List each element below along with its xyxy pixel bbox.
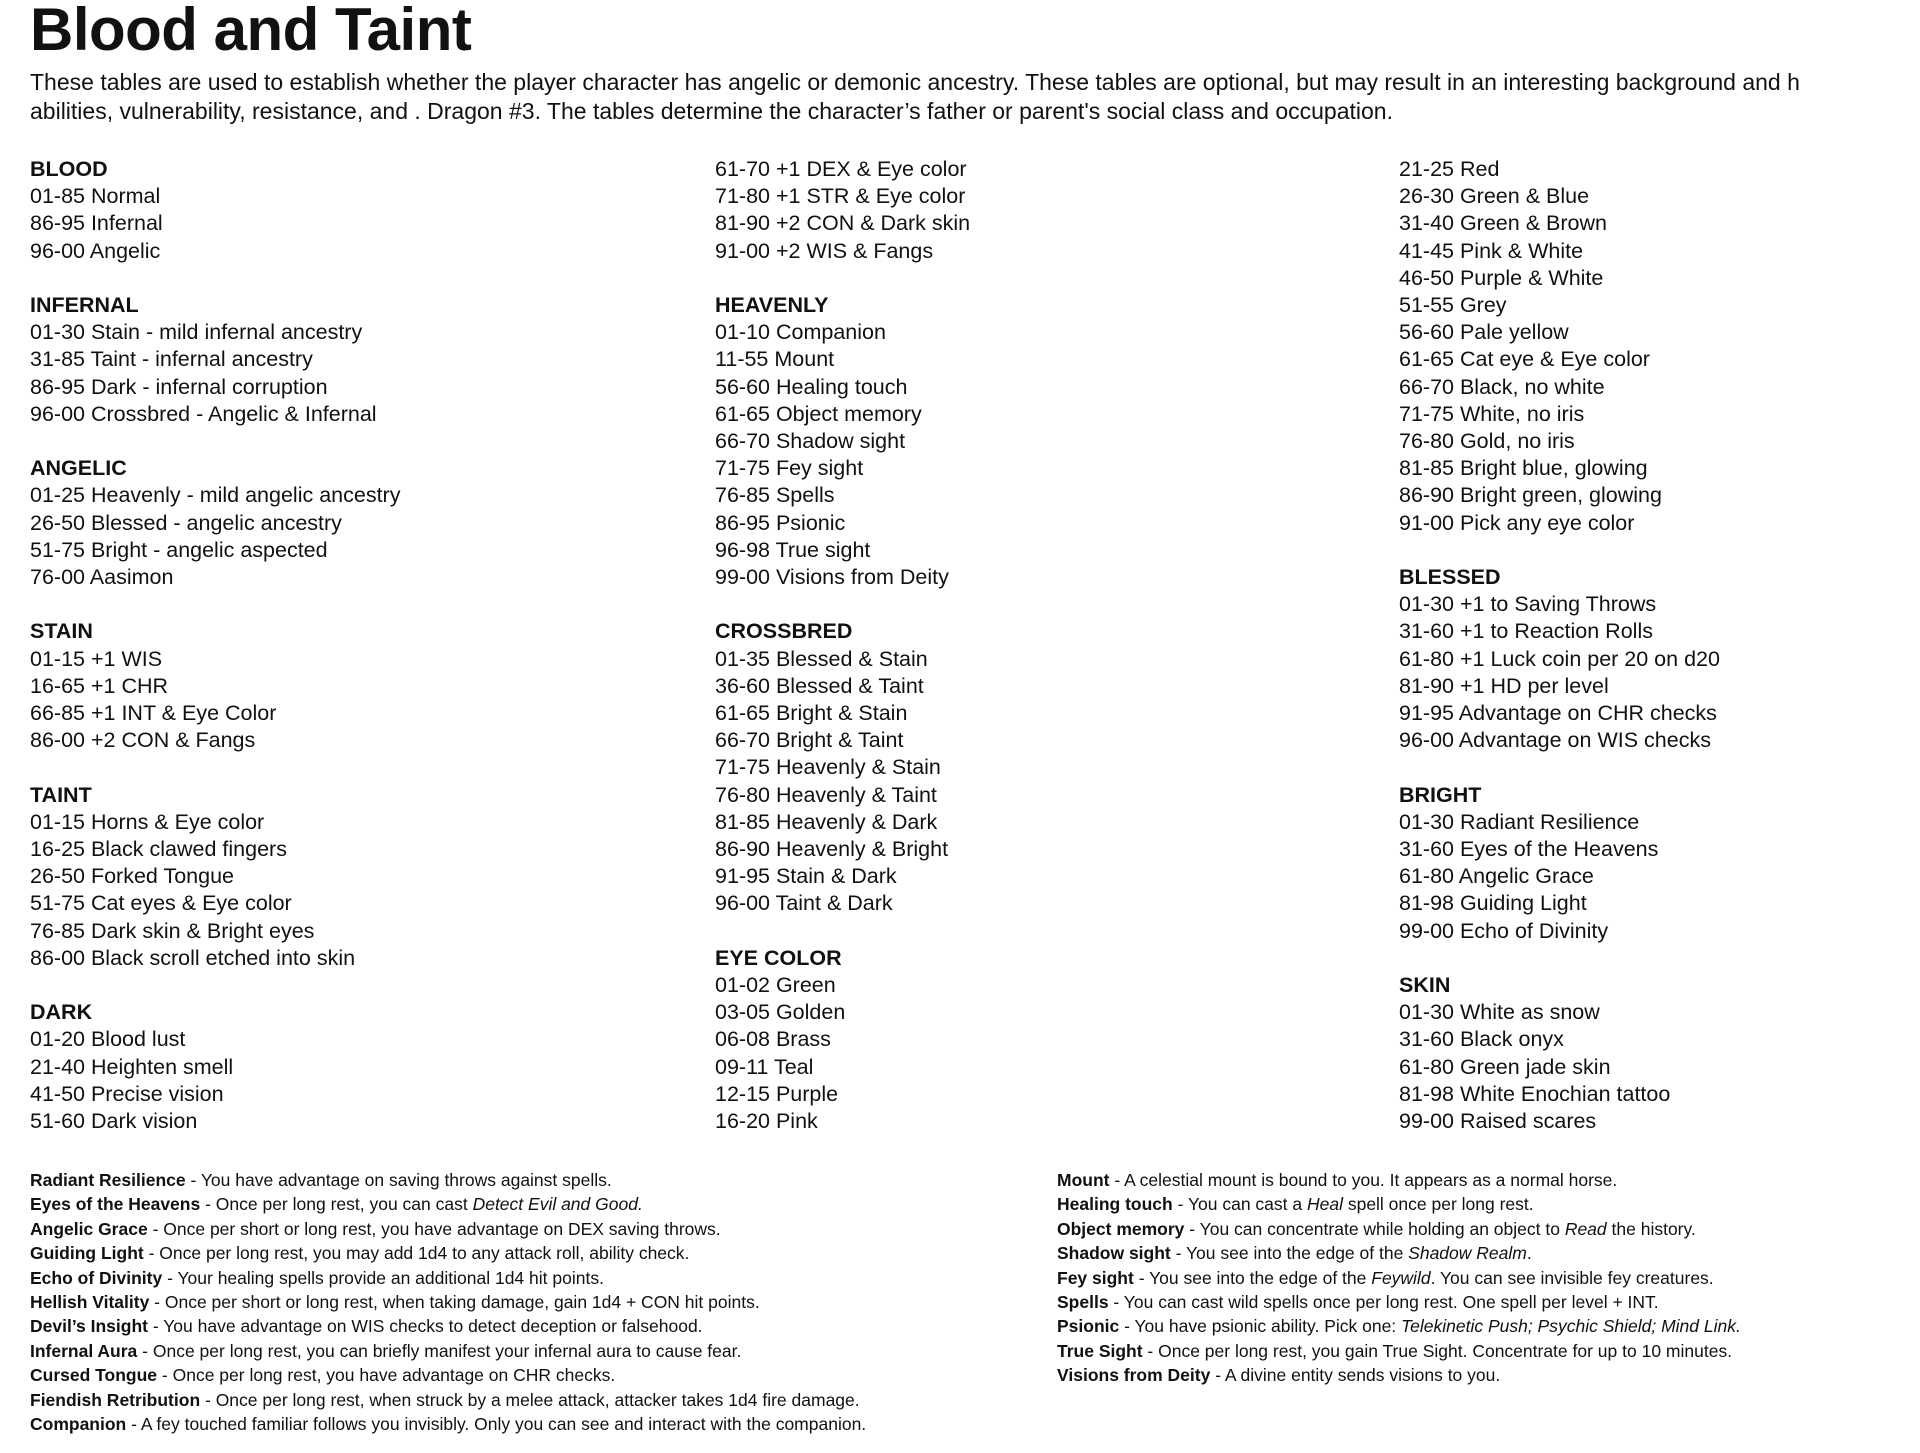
table-entry: 86-90 Heavenly & Bright xyxy=(715,837,949,862)
table-entry: 01-15 Horns & Eye color xyxy=(30,809,265,834)
definition-item xyxy=(30,1314,1040,1338)
definition-item xyxy=(30,1412,1040,1436)
definition-text: . You can see invisible fey creatures. xyxy=(1430,1267,1714,1288)
definition-text: Shadow Realm xyxy=(1408,1243,1527,1264)
table-column-3 xyxy=(1399,156,1899,1162)
table-entry: 51-75 Cat eyes & Eye color xyxy=(30,891,292,916)
table-entry: 01-30 Stain - mild infernal ancestry xyxy=(30,320,363,345)
definition-item xyxy=(30,1217,1040,1241)
definition-text: Read xyxy=(1564,1218,1607,1239)
definition-item xyxy=(1057,1290,1907,1314)
definition-item xyxy=(30,1192,1040,1216)
table-entry: 99-00 Echo of Divinity xyxy=(1399,918,1609,943)
section-title: INFERNAL xyxy=(30,293,139,317)
table-entry: 86-95 Psionic xyxy=(715,510,846,535)
table-entry: 66-70 Bright & Taint xyxy=(715,728,904,753)
definition-item xyxy=(30,1290,1040,1314)
definition-text: - You have advantage on WIS checks to detect deception or falsehood. xyxy=(148,1316,703,1337)
table-entry: 41-50 Precise vision xyxy=(30,1081,224,1106)
definition-term: Angelic Grace xyxy=(30,1218,148,1239)
definition-text: - A divine entity sends visions to you. xyxy=(1210,1365,1501,1386)
table-entry: 91-95 Advantage on CHR checks xyxy=(1399,701,1717,726)
section-title: EYE COLOR xyxy=(715,945,842,970)
definition-item xyxy=(1057,1217,1907,1241)
table-entry: 61-80 Green jade skin xyxy=(1399,1054,1611,1079)
table-entry: 12-15 Purple xyxy=(715,1081,839,1106)
table-entry: 11-55 Mount xyxy=(715,347,835,372)
definition-text: Feywild xyxy=(1371,1267,1431,1288)
definition-text: Telekinetic Push; Psychic Shield; Mind Link. xyxy=(1401,1316,1741,1337)
table-section xyxy=(30,156,670,265)
table-section xyxy=(715,618,1355,917)
table-entry: 91-00 +2 WIS & Fangs xyxy=(715,238,934,263)
table-entry: 76-80 Gold, no iris xyxy=(1399,429,1575,454)
table-entry: 41-45 Pink & White xyxy=(1399,238,1584,263)
definition-text: - Once per long rest, when struck by a melee attack, attacker takes 1d4 fire damage. xyxy=(200,1389,860,1410)
definition-item xyxy=(1057,1168,1907,1192)
definitions-right xyxy=(1057,1168,1907,1388)
table-entry: 09-11 Teal xyxy=(715,1054,814,1079)
section-title: STAIN xyxy=(30,619,93,644)
definition-item xyxy=(1057,1314,1907,1338)
table-section xyxy=(30,455,670,591)
definition-item xyxy=(30,1241,1040,1265)
table-entry: 71-75 Fey sight xyxy=(715,456,864,481)
definition-term: Spells xyxy=(1057,1292,1109,1313)
table-section xyxy=(1399,782,1899,945)
table-entry: 86-00 +2 CON & Fangs xyxy=(30,728,256,753)
definition-term: Guiding Light xyxy=(30,1243,144,1264)
definition-text: - A celestial mount is bound to you. It appears as a normal horse. xyxy=(1109,1170,1618,1190)
table-entry: 21-40 Heighten smell xyxy=(30,1054,234,1079)
definition-term: Psionic xyxy=(1057,1316,1120,1337)
table-entry: 16-65 +1 CHR xyxy=(30,673,169,698)
definition-text: Heal xyxy=(1306,1194,1343,1215)
definition-text: - Once per long rest, you gain True Sight. Concentrate for up to 10 minutes. xyxy=(1142,1340,1733,1361)
definition-text: Detect Evil and Good. xyxy=(472,1194,643,1215)
table-section xyxy=(30,292,670,428)
table-entry: 81-90 +1 HD per level xyxy=(1399,673,1609,698)
section-title: SKIN xyxy=(1399,973,1451,998)
table-entry: 01-30 Radiant Resilience xyxy=(1399,809,1640,834)
table-entry: 46-50 Purple & White xyxy=(1399,265,1604,290)
intro-line: abilities, vulnerability, resistance, and . Dragon #3. The tables determine the character’s father or parent's social class and occupation. xyxy=(30,98,1393,124)
table-section xyxy=(1399,156,1899,537)
table-entry: 81-90 +2 CON & Dark skin xyxy=(715,211,971,236)
section-title: HEAVENLY xyxy=(715,293,829,317)
table-entry: 61-65 Object memory xyxy=(715,401,922,426)
section-title: BRIGHT xyxy=(1399,782,1482,807)
definitions-left xyxy=(30,1168,1040,1436)
definition-text: - Once per long rest, you can briefly manifest your infernal aura to cause fear. xyxy=(137,1340,742,1361)
table-entry: 91-00 Pick any eye color xyxy=(1399,510,1635,535)
definition-item xyxy=(30,1388,1040,1412)
table-entry: 01-85 Normal xyxy=(30,184,161,209)
definition-item xyxy=(1057,1363,1907,1387)
table-entry: 76-80 Heavenly & Taint xyxy=(715,782,937,807)
table-entry: 61-65 Cat eye & Eye color xyxy=(1399,347,1650,372)
table-column-2 xyxy=(715,156,1355,1162)
section-title: CROSSBRED xyxy=(715,619,853,644)
table-entry: 61-70 +1 DEX & Eye color xyxy=(715,157,967,181)
table-entry: 96-00 Crossbred - Angelic & Infernal xyxy=(30,401,377,426)
definition-term: Hellish Vitality xyxy=(30,1292,150,1313)
definition-term: Cursed Tongue xyxy=(30,1365,158,1386)
definition-term: Devil’s Insight xyxy=(30,1316,148,1337)
section-title: BLOOD xyxy=(30,157,108,181)
table-section xyxy=(715,156,1355,265)
table-entry: 66-85 +1 INT & Eye Color xyxy=(30,701,277,726)
definition-term: Echo of Divinity xyxy=(30,1267,163,1288)
table-entry: 26-30 Green & Blue xyxy=(1399,184,1590,209)
table-entry: 31-60 +1 to Reaction Rolls xyxy=(1399,619,1653,644)
section-title: BLESSED xyxy=(1399,565,1501,590)
table-section xyxy=(30,618,670,754)
table-entry: 61-80 Angelic Grace xyxy=(1399,864,1594,889)
table-entry: 31-60 Black onyx xyxy=(1399,1027,1564,1052)
definition-item xyxy=(30,1168,1040,1192)
definition-term: Healing touch xyxy=(1057,1194,1173,1215)
definition-text: - You have advantage on saving throws against spells. xyxy=(185,1170,612,1190)
table-entry: 56-60 Healing touch xyxy=(715,374,908,399)
table-entry: 99-00 Raised scares xyxy=(1399,1109,1597,1134)
table-entry: 71-80 +1 STR & Eye color xyxy=(715,184,966,209)
table-entry: 31-60 Eyes of the Heavens xyxy=(1399,837,1659,862)
table-entry: 96-00 Angelic xyxy=(30,238,161,263)
table-entry: 81-85 Bright blue, glowing xyxy=(1399,456,1648,481)
section-title: DARK xyxy=(30,1000,93,1025)
definition-text: the history. xyxy=(1606,1218,1696,1239)
table-entry: 61-80 +1 Luck coin per 20 on d20 xyxy=(1399,646,1720,671)
table-entry: 86-00 Black scroll etched into skin xyxy=(30,945,356,970)
table-section xyxy=(715,945,1355,1135)
table-entry: 66-70 Black, no white xyxy=(1399,374,1605,399)
table-section xyxy=(1399,564,1899,754)
table-entry: 96-98 True sight xyxy=(715,537,871,562)
table-entry: 51-75 Bright - angelic aspected xyxy=(30,537,328,562)
definition-text: - Once per short or long rest, when taking damage, gain 1d4 + CON hit points. xyxy=(149,1292,760,1313)
definition-text: - Once per short or long rest, you have advantage on DEX saving throws. xyxy=(147,1218,721,1239)
definition-term: Eyes of the Heavens xyxy=(30,1194,201,1215)
table-entry: 99-00 Visions from Deity xyxy=(715,565,949,590)
table-entry: 76-85 Spells xyxy=(715,483,835,508)
table-entry: 91-95 Stain & Dark xyxy=(715,864,897,889)
definition-term: True Sight xyxy=(1057,1340,1143,1361)
definition-term: Radiant Resilience xyxy=(30,1170,186,1190)
page-title: Blood and Taint xyxy=(30,0,472,63)
definition-text: - Once per long rest, you can cast xyxy=(200,1194,473,1215)
definition-term: Infernal Aura xyxy=(30,1340,138,1361)
definition-text: - You see into the edge of the xyxy=(1170,1243,1409,1264)
table-entry: 86-90 Bright green, glowing xyxy=(1399,483,1662,508)
table-entry: 56-60 Pale yellow xyxy=(1399,320,1569,345)
definition-text: - You can cast wild spells once per long rest. One spell per level + INT. xyxy=(1108,1292,1659,1313)
table-entry: 61-65 Bright & Stain xyxy=(715,701,908,726)
definition-text: - Your healing spells provide an additional 1d4 hit points. xyxy=(162,1267,604,1288)
table-entry: 66-70 Shadow sight xyxy=(715,429,906,454)
table-entry: 36-60 Blessed & Taint xyxy=(715,673,924,698)
definition-term: Object memory xyxy=(1057,1218,1185,1239)
table-entry: 81-98 White Enochian tattoo xyxy=(1399,1081,1671,1106)
table-entry: 26-50 Blessed - angelic ancestry xyxy=(30,510,342,535)
definition-item xyxy=(30,1363,1040,1387)
definition-item xyxy=(1057,1241,1907,1265)
table-entry: 51-60 Dark vision xyxy=(30,1109,198,1134)
table-entry: 96-00 Taint & Dark xyxy=(715,891,893,916)
definition-item xyxy=(1057,1192,1907,1216)
table-entry: 01-15 +1 WIS xyxy=(30,646,163,671)
table-entry: 16-20 Pink xyxy=(715,1109,818,1134)
table-entry: 31-40 Green & Brown xyxy=(1399,211,1607,236)
definition-term: Visions from Deity xyxy=(1057,1365,1211,1386)
definition-text: - You can concentrate while holding an object to xyxy=(1184,1218,1565,1239)
definition-text: - You can cast a xyxy=(1172,1194,1307,1215)
table-entry: 86-95 Infernal xyxy=(30,211,163,236)
intro-line: These tables are used to establish whether the player character has angelic or demonic ancestry. These tables are optional, but may result in an interesting background and h xyxy=(30,69,1800,95)
definition-item xyxy=(1057,1339,1907,1363)
table-column-1 xyxy=(30,156,670,1162)
definition-text: spell once per long rest. xyxy=(1342,1194,1534,1215)
table-entry: 81-98 Guiding Light xyxy=(1399,891,1587,916)
table-section xyxy=(715,292,1355,591)
definition-text: - You see into the edge of the xyxy=(1133,1267,1372,1288)
definition-term: Fiendish Retribution xyxy=(30,1389,201,1410)
table-entry: 01-25 Heavenly - mild angelic ancestry xyxy=(30,483,401,508)
table-entry: 01-20 Blood lust xyxy=(30,1027,186,1052)
table-entry: 71-75 Heavenly & Stain xyxy=(715,755,941,780)
definition-item xyxy=(1057,1266,1907,1290)
definition-text: - You have psionic ability. Pick one: xyxy=(1119,1316,1402,1337)
table-entry: 86-95 Dark - infernal corruption xyxy=(30,374,328,399)
table-section xyxy=(30,999,670,1135)
definition-text: - Once per long rest, you have advantage on CHR checks. xyxy=(157,1365,616,1386)
definition-term: Companion xyxy=(30,1414,127,1435)
table-entry: 01-30 White as snow xyxy=(1399,1000,1600,1025)
table-entry: 03-05 Golden xyxy=(715,1000,846,1025)
table-entry: 21-25 Red xyxy=(1399,157,1500,181)
definition-term: Fey sight xyxy=(1057,1267,1134,1288)
table-entry: 01-02 Green xyxy=(715,973,836,998)
definition-text: - A fey touched familiar follows you invisibly. Only you can see and interact with the companion. xyxy=(126,1414,867,1435)
table-entry: 81-85 Heavenly & Dark xyxy=(715,809,938,834)
table-entry: 76-85 Dark skin & Bright eyes xyxy=(30,918,315,943)
table-section xyxy=(1399,972,1899,1135)
section-title: ANGELIC xyxy=(30,456,127,481)
table-entry: 16-25 Black clawed fingers xyxy=(30,837,287,862)
definition-text: . xyxy=(1526,1243,1532,1264)
table-entry: 71-75 White, no iris xyxy=(1399,401,1585,426)
definition-item xyxy=(30,1266,1040,1290)
table-section xyxy=(30,782,670,972)
definition-term: Shadow sight xyxy=(1057,1243,1171,1264)
table-entry: 01-35 Blessed & Stain xyxy=(715,646,928,671)
definition-item xyxy=(30,1339,1040,1363)
table-entry: 96-00 Advantage on WIS checks xyxy=(1399,728,1711,753)
table-entry: 26-50 Forked Tongue xyxy=(30,864,234,889)
intro-paragraph xyxy=(30,68,1910,126)
section-title: TAINT xyxy=(30,782,92,807)
table-entry: 51-55 Grey xyxy=(1399,293,1507,318)
table-entry: 76-00 Aasimon xyxy=(30,565,174,590)
table-entry: 31-85 Taint - infernal ancestry xyxy=(30,347,313,372)
definition-text: - Once per long rest, you may add 1d4 to any attack roll, ability check. xyxy=(143,1243,690,1264)
table-entry: 01-10 Companion xyxy=(715,320,886,345)
table-entry: 06-08 Brass xyxy=(715,1027,831,1052)
table-entry: 01-30 +1 to Saving Throws xyxy=(1399,592,1657,617)
definition-term: Mount xyxy=(1057,1170,1110,1190)
